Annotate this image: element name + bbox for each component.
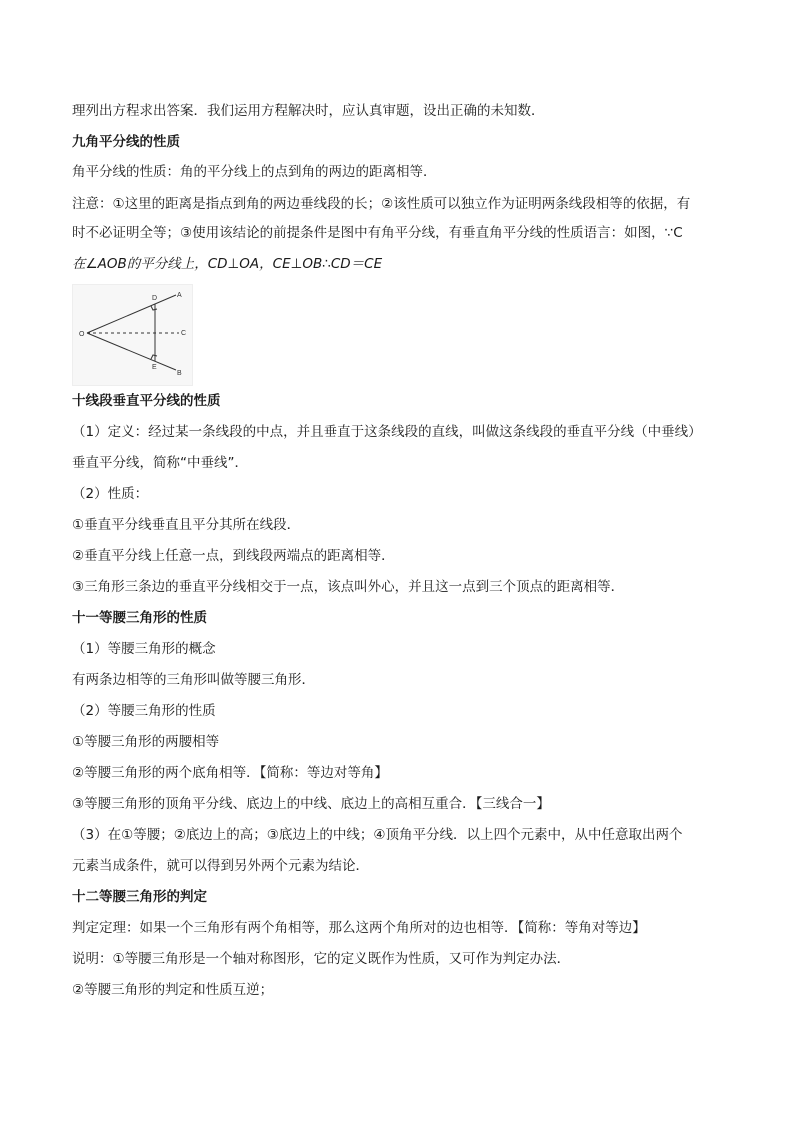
text-line-10: （2）性质： xyxy=(72,486,149,502)
right-angle-mark-d xyxy=(151,306,157,310)
label-e: E xyxy=(152,364,157,371)
text-line-17: （2）等腰三角形的性质 xyxy=(72,703,216,719)
right-angle-mark-e xyxy=(151,355,157,359)
section-heading-10: 十线段垂直平分线的性质 xyxy=(72,393,221,409)
text-line-15: （1）等腰三角形的概念 xyxy=(72,641,216,657)
text-line-13: ③三角形三条边的垂直平分线相交于一点，该点叫外心，并且这一点到三个顶点的距离相等． xyxy=(72,579,625,595)
text-line-25: 说明：①等腰三角形是一个轴对称图形，它的定义既作为性质，又可作为判定办法． xyxy=(72,951,571,967)
ray-oa xyxy=(87,295,176,333)
section-heading-9: 九角平分线的性质 xyxy=(72,134,180,150)
label-c: C xyxy=(181,330,187,337)
label-b: B xyxy=(177,370,182,377)
text-line-20: ③等腰三角形的顶角平分线、底边上的中线、底边上的高相互重合．【三线合一】 xyxy=(72,796,550,812)
text-line-22: 元素当成条件，就可以得到另外两个元素为结论． xyxy=(72,858,369,874)
section-heading-11: 十一等腰三角形的性质 xyxy=(72,610,207,626)
ray-ob xyxy=(87,333,176,370)
text-line-8: （1）定义：经过某一条线段的中点，并且垂直于这条线段的直线，叫做这条线段的垂直平分线（中垂线） xyxy=(72,424,702,440)
label-o: O xyxy=(79,331,85,338)
text-line-6: 在∠AOB的平分线上，CD⊥OA，CE⊥OB∴CD＝CE xyxy=(72,256,383,272)
text-line-1: 理列出方程求出答案．我们运用方程解决时，应认真审题，设出正确的未知数． xyxy=(72,103,545,119)
text-line-26: ②等腰三角形的判定和性质互逆； xyxy=(72,982,274,998)
text-line-16: 有两条边相等的三角形叫做等腰三角形． xyxy=(72,672,315,688)
text-line-21: （3）在①等腰；②底边上的高；③底边上的中线；④顶角平分线．以上四个元素中，从中任意取出两个 xyxy=(72,827,683,843)
text-line-12: ②垂直平分线上任意一点，到线段两端点的距离相等． xyxy=(72,548,395,564)
text-line-18: ①等腰三角形的两腰相等 xyxy=(72,734,220,750)
text-line-4: 注意：①这里的距离是指点到角的两边垂线段的长；②该性质可以独立作为证明两条线段相等的依据，有 xyxy=(72,196,691,212)
text-line-5: 时不必证明全等；③使用该结论的前提条件是图中有角平分线，有垂直角平分线的性质语言：如图，∵C xyxy=(72,225,683,241)
label-a: A xyxy=(177,292,182,299)
text-line-24: 判定定理：如果一个三角形有两个角相等，那么这两个角所对的边也相等．【简称：等角对等边】 xyxy=(72,920,646,936)
label-d: D xyxy=(152,295,158,302)
section-heading-12: 十二等腰三角形的判定 xyxy=(72,889,207,905)
text-line-9: 垂直平分线，简称“中垂线”． xyxy=(72,455,248,471)
text-line-3: 角平分线的性质：角的平分线上的点到角的两边的距离相等． xyxy=(72,164,437,180)
angle-bisector-figure xyxy=(72,284,193,386)
text-line-11: ①垂直平分线垂直且平分其所在线段． xyxy=(72,517,301,533)
text-line-19: ②等腰三角形的两个底角相等．【简称：等边对等角】 xyxy=(72,765,388,781)
angle-bisector-diagram xyxy=(73,285,192,385)
